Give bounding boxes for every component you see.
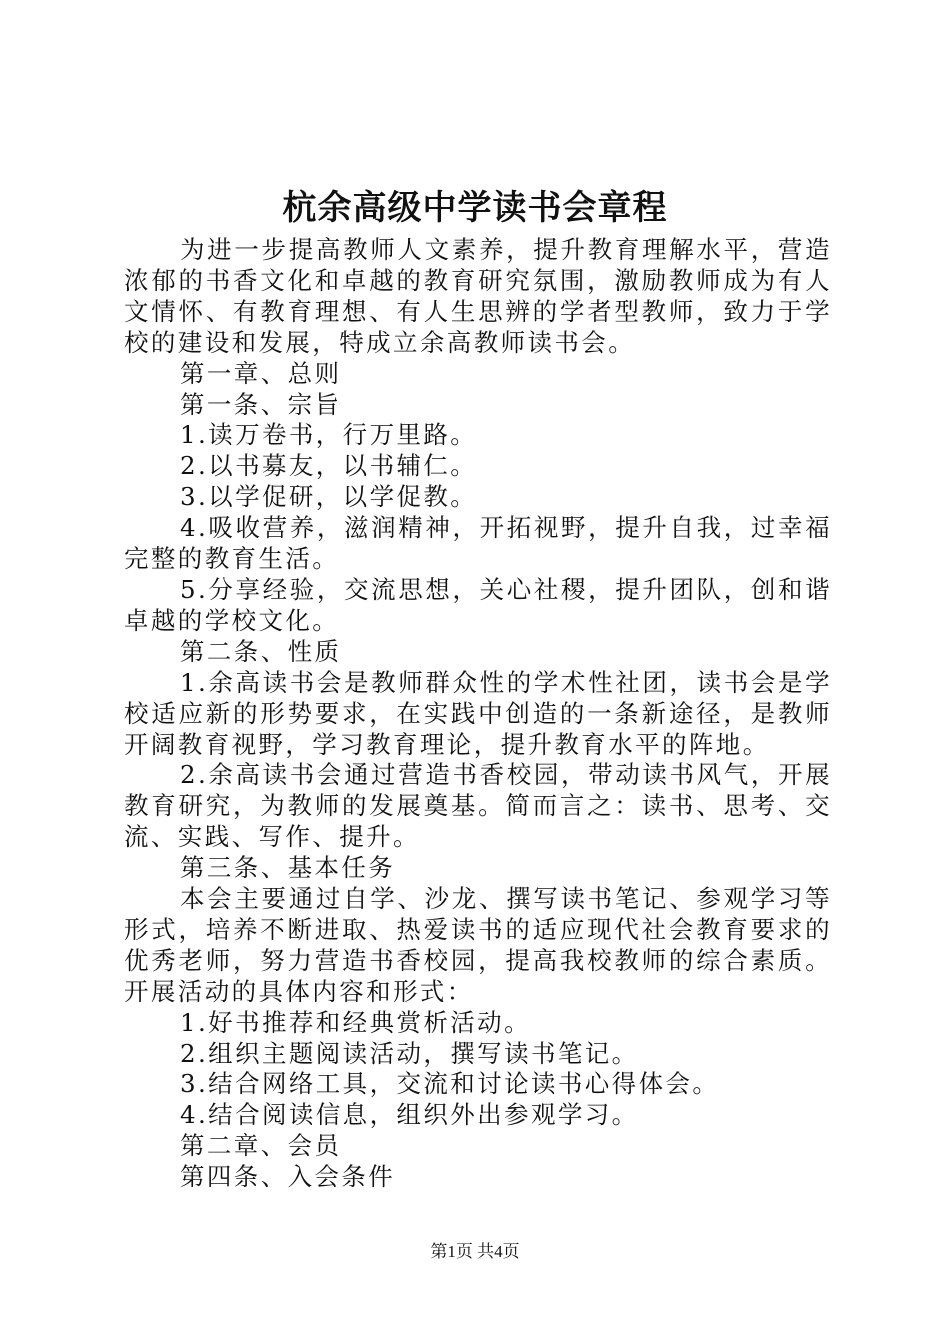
- list-item: 1.读万卷书，行万里路。: [180, 420, 478, 450]
- list-item: 2.组织主题阅读活动，撰写读书笔记。: [180, 1038, 639, 1068]
- article-heading: 第一条、宗旨: [180, 389, 342, 419]
- list-item: 2.余高读书会通过营造书香校园，带动读书风气，开展教育研究，为教师的发展奠基。简而言之：读书、思考、交流、实践、写作、提升。: [124, 760, 832, 852]
- body-paragraph: 本会主要通过自学、沙龙、撰写读书笔记、参观学习等形式，培养不断进取、热爱读书的适应现代社会教育要求的优秀老师，努力营造书香校园，提高我校教师的综合素质。开展活动的具体内容和形式：: [124, 884, 832, 1006]
- page-number-footer: 第1页 共4页: [430, 1242, 520, 1261]
- list-item: 3.以学促研，以学促教。: [180, 482, 478, 512]
- intro-paragraph: 为进一步提高教师人文素养，提升教育理解水平，营造浓郁的书香文化和卓越的教育研究氛围，激励教师成为有人文情怀、有教育理想、有人生思辨的学者型教师，致力于学校的建设和发展，特成立余高教师读书会。: [124, 235, 832, 357]
- chapter-heading: 第一章、总则: [180, 358, 342, 388]
- list-item: 5.分享经验，交流思想，关心社稷，提升团队，创和谐卓越的学校文化。: [124, 574, 832, 635]
- list-item: 4.吸收营养，滋润精神，开拓视野，提升自我，过幸福完整的教育生活。: [124, 513, 832, 574]
- list-item: 4.结合阅读信息，组织外出参观学习。: [180, 1100, 639, 1130]
- list-item: 1.好书推荐和经典赏析活动。: [180, 1007, 531, 1037]
- document-title: 杭余高级中学读书会章程: [282, 188, 668, 228]
- article-heading: 第四条、入会条件: [180, 1162, 396, 1192]
- article-heading: 第二条、性质: [180, 636, 342, 666]
- list-item: 2.以书募友，以书辅仁。: [180, 451, 478, 481]
- document-body: [124, 235, 832, 1193]
- list-item: 3.结合网络工具，交流和讨论读书心得体会。: [180, 1069, 720, 1099]
- list-item: 1.余高读书会是教师群众性的学术性社团，读书会是学校适应新的形势要求，在实践中创造的一条新途径，是教师开阔教育视野，学习教育理论，提升教育水平的阵地。: [124, 667, 832, 759]
- article-heading: 第三条、基本任务: [180, 853, 396, 883]
- chapter-heading: 第二章、会员: [180, 1131, 342, 1161]
